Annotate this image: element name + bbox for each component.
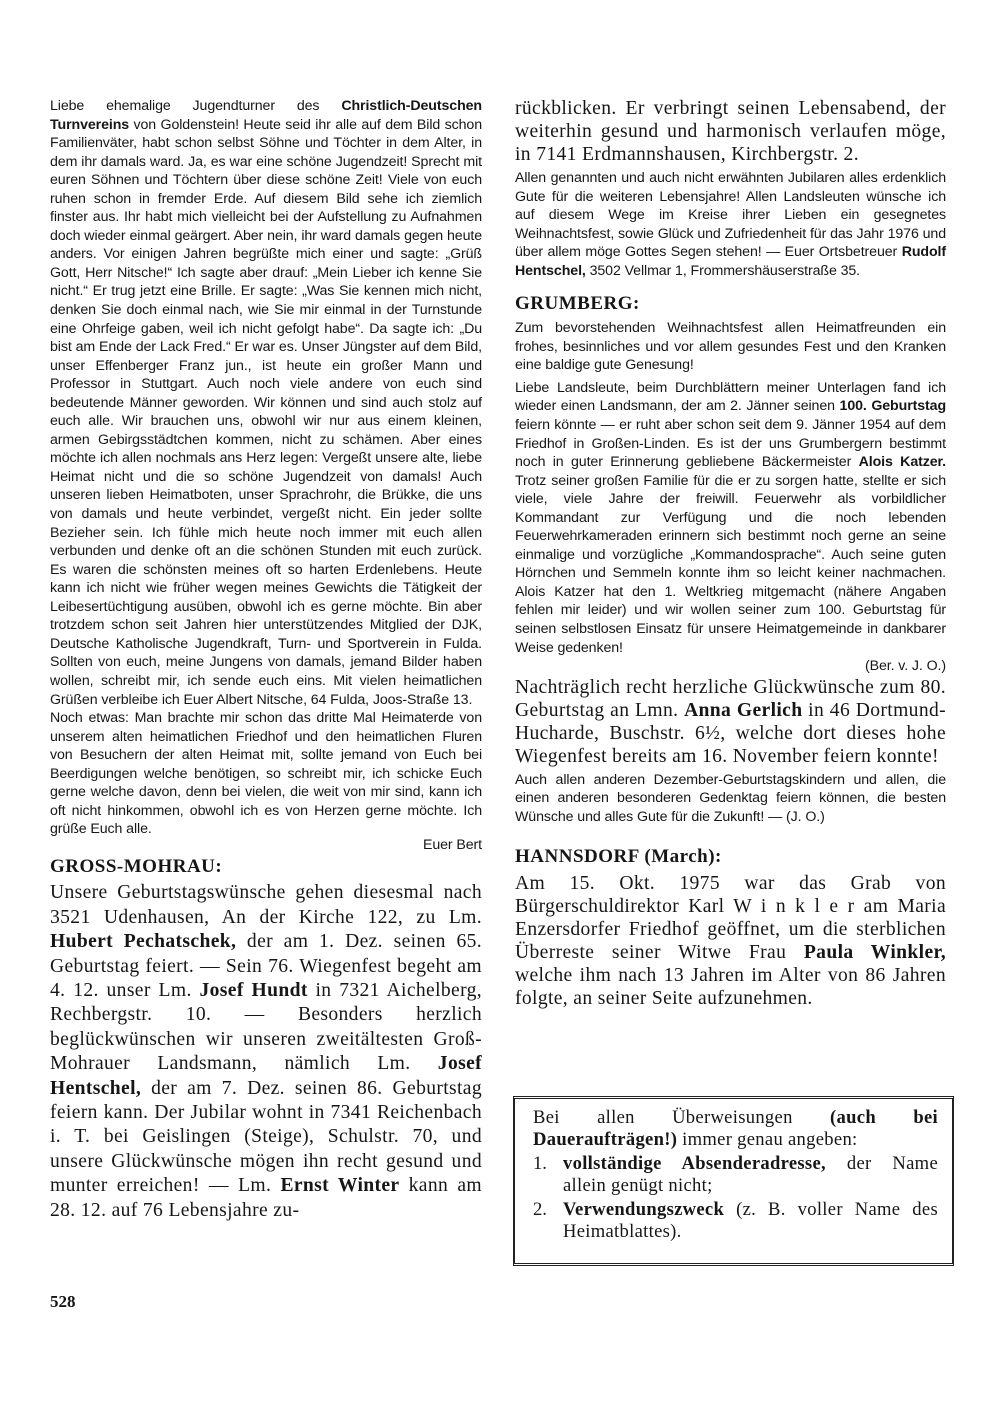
text-segment: in 46 Dortmund-Hucharde, Buschstr. 6½, welche dort dieses hohe Wiegenfest bereits am 16. November feiern konnte!: [515, 699, 947, 767]
credit: (Ber. v. J. O.): [864, 658, 946, 675]
section-heading-grumberg: GRUMBERG:: [515, 293, 640, 315]
notice-intro: [533, 1107, 938, 1150]
bold-name-text: Hubert Pechatschek,: [50, 931, 237, 953]
letter-paragraph: [50, 97, 482, 709]
text-segment: Auch allen anderen Dezember-Geburtstagskindern und allen, die einen anderen besonderen Gedenktag feiern können, die besten Wünsche und alles Gute für die Zukunft! — (J. O.): [515, 771, 946, 825]
text-segment: Zum bevorstehenden Weihnachtsfest allen Heimatfreunden ein frohes, besinnliches und vor allem gesundes Fest und den Kranken eine baldige gute Genesung!: [515, 320, 946, 374]
text-segment: rückblicken. Er verbringt seinen Lebensabend, der weiterhin gesund und harmonisch verlaufen möge, in 7141 Erdmannshausen, Kirchbergstr. 2.: [515, 98, 946, 165]
text-segment: in 7321 Aichelberg, Rechbergstr. 10. — Besonders herzlich beglückwünschen wir unseren zweitältesten Groß-Mohrauer Landsmann, nämlich Lm.: [50, 980, 482, 1075]
grumberg-memorial: [515, 379, 946, 657]
right-column: [515, 97, 946, 1010]
hannsdorf-paragraph: [515, 872, 946, 1010]
bold-name-text: 100. Geburtstag: [839, 398, 947, 415]
text-segment: Noch etwas: Man brachte mir schon das dritte Mal Heimaterde von unserem alten heimatlichen Friedhof und den heimatlichen Fluren von Besuchern der alten Heimat mit, sollte jemand von Euch bei Beerdigungen welche benötigen, so schreibt mir, ich schicke Euch gerne welche davon, denn bei vielen, die weit von mir sind, kann ich oft nicht hinkommen, obwohl ich es von Herzen gerne möchte. Ich grüße Euch alle.: [50, 710, 482, 838]
bold-name-text: Alois Katzer.: [858, 454, 946, 471]
text-segment: Liebe Landsleute, beim Durchblättern meiner Unterlagen fand ich wieder einen Landsmann, der am 2. Jänner seinen: [515, 379, 946, 415]
left-column: [50, 97, 482, 1223]
bold-name-text: Ernst Winter: [280, 1175, 400, 1197]
text-segment: der am 1. Dez. seinen 65. Geburtstag feiert. — Sein 76. Wiegenfest begeht am 4. 12. unser Lm.: [50, 931, 482, 1002]
bold-name-text: vollständige Absenderadresse,: [563, 1153, 826, 1174]
notice-item-text: [563, 1153, 938, 1196]
text-segment: feiern könnte — er ruht aber schon seit dem 9. Jänner 1954 auf dem Friedhof in Großen-Linden. Es ist der uns Grumbergern bestimmt noch in guter Erinnerung gebliebene Bäckermeister: [515, 417, 946, 471]
bold-name-text: (auch bei Daueraufträgen!): [533, 1107, 938, 1150]
notice-item: [533, 1153, 938, 1196]
text-segment: 3502 Vellmar 1, Frommershäuserstraße 35.: [585, 262, 860, 279]
gross-mohrau-paragraph: [50, 881, 482, 1223]
grumberg-greeting: [515, 319, 946, 375]
anna-gerlich-paragraph: [515, 676, 946, 768]
bold-name-text: Josef Hentschel,: [50, 1053, 482, 1099]
letter-postscript: [50, 709, 482, 839]
bold-name-text: Rudolf Hentschel,: [515, 244, 946, 279]
notice-item-number: 2.: [533, 1199, 547, 1220]
text-segment: Trotz seiner großen Familie für die er zu sorgen hatte, stellte er sich viele, viele Jahre der freiwill. Feuerwehr als vorbildlicher Kommandant zur Verfügung und die noch lebenden Feuerwehrkameraden erinnern sich bestimmt noch gerne an seine einmalige und vorzügliche „Kommandosprache“. Auch seine guten Hörnchen und Semmeln konnte ihm so leicht keiner nachmachen. Alois Katzer hat den 1. Weltkrieg mitgemacht (nähere Angaben fehlen mir leider) und wir wollen seiner zum 100. Geburtstag für seinen selbstlosen Einsatz für unsere Heimatgemeinde in dankbarer Weise gedenken!: [515, 472, 946, 656]
notice-item-text: [563, 1199, 938, 1242]
section-heading-gross-mohrau: GROSS-MOHRAU:: [50, 856, 223, 878]
notice-item-number: 1.: [533, 1153, 547, 1174]
text-segment: Allen genannten und auch nicht erwähnten Jubilaren alles erdenklich Gute für die weiteren Lebensjahre! Allen Landsleuten wünsche ich auf diesem Wege im Kreise ihrer Lieben ein gesegnetes Weihnachtsfest, sowie Glück und Zufriedenheit für das Jahr 1976 und über allem möge Gottes Segen stehen! — Euer Ortsbetreuer: [515, 170, 946, 261]
page-number: 528: [50, 1292, 76, 1311]
text-segment: der am 7. Dez. seinen 86. Geburtstag feiern kann. Der Jubilar wohnt in 7341 Reichenbach i. T. bei Geislingen (Steige), Schulstr. 70, und unsere Glückwünsche mögen ihn recht gesund und munter erreichen! — Lm.: [50, 1077, 482, 1197]
bold-name-text: Christlich-Deutschen Turnvereins: [50, 98, 482, 133]
text-segment: Liebe ehemalige Jugendturner des: [50, 98, 342, 114]
text-segment: Unsere Geburtstagswünsche gehen diesesmal nach 3521 Udenhausen, An der Kirche 122, zu Lm.: [50, 882, 482, 928]
text-segment: kann am 28. 12. auf 76 Lebensjahre zu-: [50, 1175, 482, 1221]
birthday-continuation: [515, 97, 946, 166]
notice-item: [533, 1199, 938, 1242]
text-segment: (z. B. voller Name des Heimatblattes).: [563, 1199, 938, 1242]
text-segment: Bei allen Überweisungen: [533, 1107, 831, 1128]
bold-name-text: Paula Winkler,: [803, 942, 946, 964]
section-heading-hannsdorf: HANNSDORF (March):: [515, 846, 722, 868]
text-segment: immer genau angeben:: [677, 1128, 858, 1150]
december-wishes: [515, 771, 946, 827]
text-segment: Nachträglich recht herzliche Glückwünsche zum 80. Geburtstag an Lmn.: [515, 676, 946, 721]
greetings-paragraph: [515, 169, 946, 280]
text-segment: welche ihm nach 13 Jahren im Alter von 86 Jahren folgte, an seiner Seite aufzunehmen.: [515, 965, 946, 1010]
signature: Euer Bert: [422, 836, 482, 853]
bold-name-text: Verwendungszweck: [563, 1199, 725, 1220]
transfer-notice-box: [513, 1096, 954, 1266]
text-segment: Am 15. Okt. 1975 war das Grab von Bürgerschuldirektor Karl W i n k l e r am Maria Enzersdorfer Friedhof geöffnet, um die sterblichen Überreste seiner Witwe Frau: [515, 873, 946, 964]
text-segment: der Name allein genügt nicht;: [563, 1153, 938, 1196]
bold-name-text: Josef Hundt: [199, 980, 308, 1002]
bold-name-text: Anna Gerlich: [684, 699, 803, 721]
text-segment: von Goldenstein! Heute seid ihr alle auf dem Bild schon Familienväter, habt schon selbst Söhne und Töchter in dem Alter, in dem ihr damals ward. Ja, es war eine schöne Jugendzeit! Sprecht mit euren Söhnen und Töchtern über diese schöne Zeit! Viele von euch ruhen schon in fremder Erde. Auf diesem Bild sehe ich ziemlich finster aus. Ihr habt mich vielleicht bei der Aufstellung zu Aufnahmen doch wieder einmal geärgert. Aber nein, ihr ward damals gegen heute anders. Vor einigen Jahren begrüßte mich einer und sagte: „Grüß Gott, Herr Nitsche!“ Ich sagte aber drauf: „Mein Lieber ich kenne Sie nicht.“ Er trug jetzt eine Brille. Er sagte: „Was Sie kennen mich nicht, denken Sie doch einmal nach, wie Sie mir einmal in der Turnstunde eine Ohrfeige gaben, weil ich nicht gefolgt habe“. Da sagte ich: „Du bist am Ende der Lack Fred.“ Er war es. Unser Jüngster auf dem Bild, unser Effenberger Franz jun., ist heute ein großer Mann und Professor in Stuttgart. Auch noch viele andere von euch sind bedeutende Männer geworden. Wir können und sind auch stolz auf euch alle. Wir brauchen uns, obwohl wir nur aus einem kleinen, armen Gebirgsstädtchen kommen, nicht zu schämen. Aber eines möchte ich allen nochmals ans Herz legen: Vergeßt unsere alte, liebe Heimat nicht und die so schöne Jugendzeit von damals! Auch unseren lieben Heimatboten, unser Sprachrohr, die Brükke, die uns von damals und heute verbindet, vergeßt nicht. Ein jeder sollte Bezieher sein. Ich fühle mich heute noch immer mit euch allen verbunden und denke oft an die schönen Stunden mit euch zurück. Es waren die schönsten meines oft so harten Erdenlebens. Heute kann ich nicht wie früher wegen meines Gewichts die Tätigkeit der Leibesertüchtigung ausüben, obwohl ich es gerne möchte. Bin aber trotzdem schon seit Jahren hier unterstützendes Mitglied der DJK, Deutsche Katholische Jugendkraft, Turn- und Sportverein in Fulda. Sollten von euch, meine Jungens von damals, jemand Bilder haben wollen, schreibt mir, ich sende euch eins. Mit vielen heimatlichen Grüßen verbleibe ich Euer Albert Nitsche, 64 Fulda, Joos-Straße 13.: [50, 116, 482, 708]
